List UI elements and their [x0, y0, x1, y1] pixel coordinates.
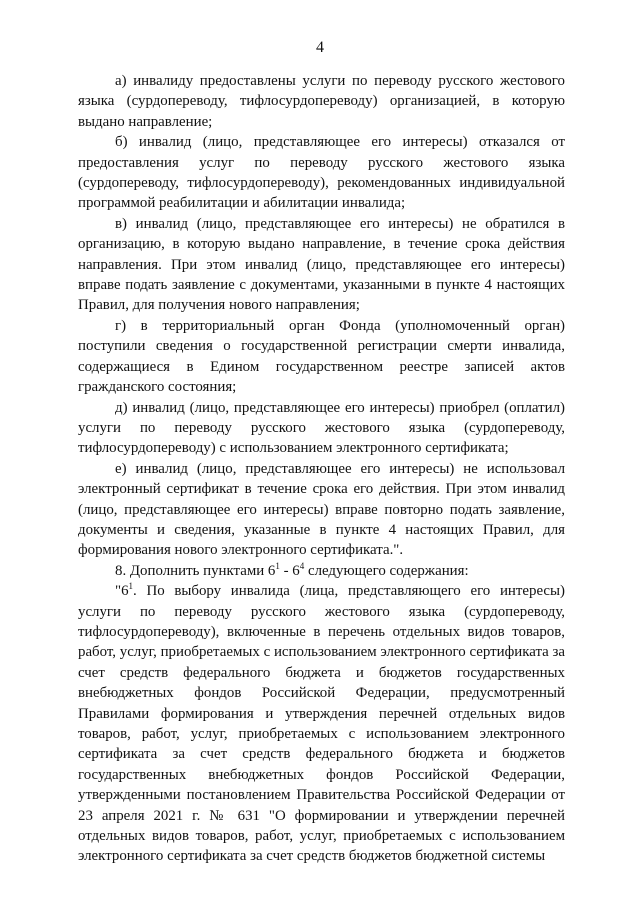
item-8-middle: - 6: [279, 562, 300, 579]
paragraph-g: г) в территориальный орган Фонда (уполномоченный орган) поступили сведения о государственной регистрации смерти инвалида, содержащиеся в Едином государственном реестре записей актов гражданского состояния;: [78, 317, 565, 396]
point-6-1-superscript: 1: [128, 581, 134, 592]
page-number: 4: [316, 39, 324, 56]
point-6-1: [78, 581, 565, 867]
item-8-suffix: следующего содержания:: [304, 562, 469, 579]
paragraph-d: д) инвалид (лицо, представляющее его интересы) приобрел (оплатил) услуги по переводу русского жестового языка (сурдопереводу, тифлосурдопереводу) с использованием электронного сертификата;: [78, 399, 565, 457]
point-6-1-text: . По выбору инвалида (лица, представляющего его интересы) услуги по переводу русского жестового языка (сурдопереводу, тифлосурдопереводу), включенные в перечень отдельных видов товаров, работ, услуг, приобретаемых с использованием электронного сертификата за счет средств федерального бюджета и бюджетов государственных внебюджетных фондов Российской Федерации, предусмотренный Правилами формирования и утверждения перечней отдельных видов товаров, работ, услуг, приобретаемых с использованием электронного сертификата за счет средств федерального бюджета и бюджетов государственных внебюджетных фондов Российской Федерации, утвержденными постановлением Правительства Российской Федерации от 23 апреля 2021 г. № 631 "О формировании и утверждении перечней отдельных видов товаров, работ, услуг, приобретаемых с использованием электронного сертификата за счет средств бюджетов бюджетной системы: [78, 583, 565, 865]
paragraph-e: е) инвалид (лицо, представляющее его интересы) не использовал электронный сертификат в течение срока его действия. При этом инвалид (лицо, представляющее его интересы) вправе повторно подать заявление, документы и сведения, указанные в пункте 4 настоящих Правил, для формирования нового электронного сертификата.".: [78, 460, 565, 559]
paragraph-a: а) инвалиду предоставлены услуги по переводу русского жестового языка (сурдопереводу, тифлосурдопереводу) организацией, в которую выдано направление;: [78, 73, 565, 130]
document-body: [78, 71, 565, 867]
point-6-1-number: "6: [115, 583, 129, 600]
item-8-prefix: 8. Дополнить пунктами 6: [115, 562, 276, 579]
paragraph-b: б) инвалид (лицо, представляющее его интересы) отказался от предоставления услуг по переводу русского жестового языка (сурдопереводу, тифлосурдопереводу), рекомендованных индивидуальной программой реабилитации и абилитации инвалида;: [78, 134, 565, 212]
item-8-superscript-4: 4: [299, 560, 305, 571]
item-8-superscript-1: 1: [275, 560, 280, 571]
paragraph-v: в) инвалид (лицо, представляющее его интересы) не обратился в организацию, в которую выдано направление, в течение срока действия направления. При этом инвалид (лицо, представляющее его интересы) вправе подать заявление с документами, указанными в пункте 4 настоящих Правил, для получения нового направления;: [78, 215, 565, 314]
item-8: [78, 561, 565, 581]
